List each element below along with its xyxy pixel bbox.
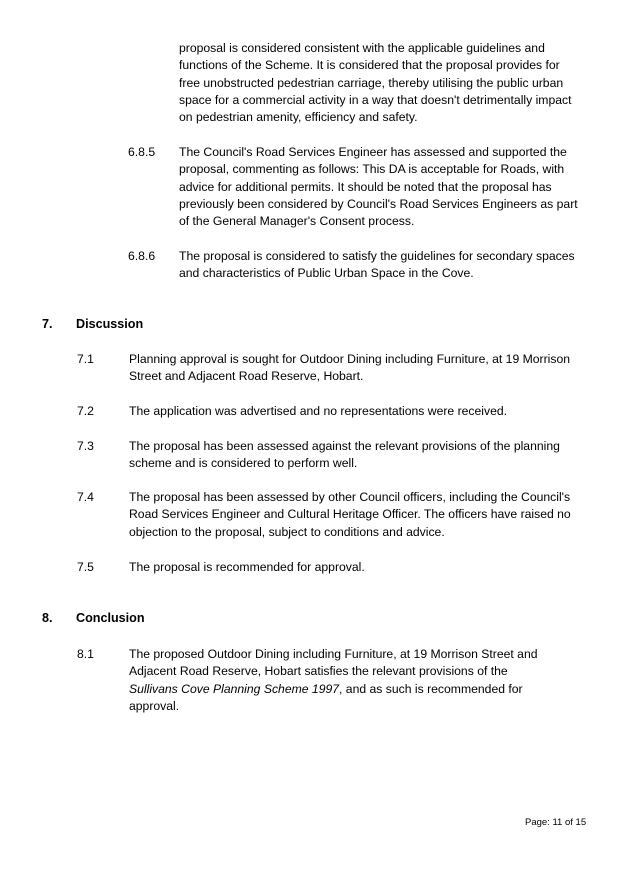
item-text: The proposal has been assessed by other Council officers, including the Council's Road Services Engineer and Cultural Heritage Officer. The officers have raised no objection to the proposal, subject to conditions and advice. <box>129 490 571 539</box>
item-number: 7.5 <box>77 560 94 574</box>
section-number: 8. <box>42 611 53 625</box>
item-number: 8.1 <box>77 647 94 661</box>
item-text <box>129 646 539 715</box>
item-text-before: The proposed Outdoor Dining including Furniture, at 19 Morrison Street and Adjacent Road Reserve, Hobart satisfies the relevant provisions of the <box>129 647 538 679</box>
item-number: 7.1 <box>77 352 94 366</box>
continuation-paragraph <box>179 40 579 126</box>
section-title: Conclusion <box>76 611 145 625</box>
section-title: Discussion <box>76 317 144 331</box>
item-text: The Council's Road Services Engineer has assessed and supported the proposal, commenting as follows: This DA is acceptable for Roads, with advice for additional permits. It should be noted that the proposal has previously been considered by Council's Road Services Engineers as part of the General Manager's Consent process. <box>179 145 578 229</box>
item-number: 7.4 <box>77 490 94 504</box>
item-text: Planning approval is sought for Outdoor Dining including Furniture, at 19 Morrison Street and Adjacent Road Reserve, Hobart. <box>129 352 571 384</box>
item-number: 6.8.5 <box>128 145 156 159</box>
item-number: 7.3 <box>77 439 94 453</box>
section-number: 7. <box>42 317 53 331</box>
item-number: 7.2 <box>77 404 94 418</box>
page-number: Page: 11 of 15 <box>525 817 587 828</box>
continuation-text: proposal is considered consistent with the applicable guidelines and functions of the Scheme. It is considered that the proposal provides for free unobstructed pedestrian carriage, thereby utilising the public urban space for a commercial activity in a way that doesn't detrimentally impact on pedestrian amenity, efficiency and safety. <box>179 41 572 125</box>
item-text: The proposal is considered to satisfy the guidelines for secondary spaces and characteristics of Public Urban Space in the Cove. <box>179 249 575 281</box>
item-text: The proposal is recommended for approval. <box>129 560 365 574</box>
item-text: The application was advertised and no representations were received. <box>129 404 508 418</box>
item-number: 6.8.6 <box>128 249 156 263</box>
item-text: The proposal has been assessed against the relevant provisions of the planning scheme and is considered to perform well. <box>129 439 560 471</box>
planning-scheme-title: Sullivans Cove Planning Scheme 1997 <box>129 681 340 696</box>
item-text-after: , and as such is recommended for approval. <box>129 681 523 713</box>
